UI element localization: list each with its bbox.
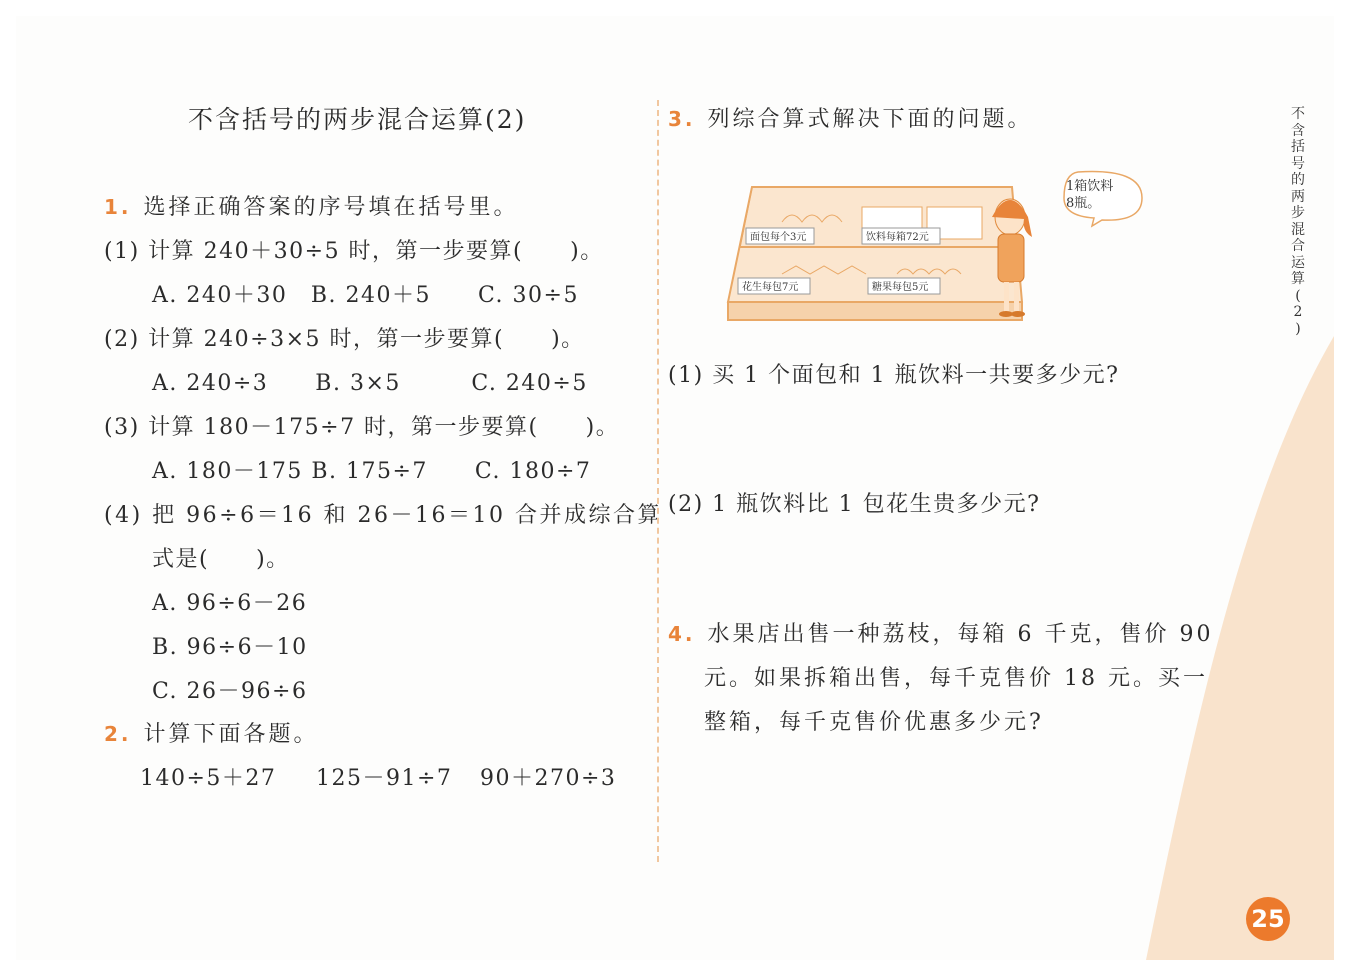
- column-divider: [657, 100, 659, 862]
- q3-subquestion-1: (1) 买 1 个面包和 1 瓶饮料一共要多少元?: [668, 363, 1120, 388]
- q1-option: C. 26－96÷6: [152, 679, 308, 704]
- question-4-number: 4.: [668, 622, 696, 646]
- side-char: 2: [1293, 304, 1303, 320]
- q1-item: (3) 计算 180－175÷7 时，第一步要算( )。: [104, 415, 620, 440]
- shop-illustration: [722, 162, 1152, 342]
- side-char: 的: [1291, 172, 1305, 188]
- side-char: 算: [1291, 271, 1305, 287]
- side-char: 含: [1291, 122, 1305, 139]
- question-4-line: 水果店出售一种荔枝，每箱 6 千克，售价 90: [707, 622, 1214, 647]
- question-1-heading: [104, 190, 519, 221]
- question-2-text: 计算下面各题。: [143, 722, 319, 747]
- price-tag: 面包每个3元: [750, 232, 807, 243]
- question-4-heading: [668, 617, 1214, 648]
- q2-expression: 140÷5＋27: [140, 766, 277, 791]
- q3-subquestion-2: (2) 1 瓶饮料比 1 包花生贵多少元?: [668, 492, 1041, 517]
- q1-options: A. 180－175 B. 175÷7 C. 180÷7: [152, 459, 592, 484]
- side-chapter-label: [1288, 106, 1308, 337]
- page-number-badge: 25: [1246, 897, 1290, 941]
- question-3-number: 3.: [668, 107, 696, 131]
- side-char: (: [1295, 287, 1301, 304]
- question-2-heading: [104, 717, 319, 748]
- q2-expression: 90＋270÷3: [480, 766, 617, 791]
- question-1-text: 选择正确答案的序号填在括号里。: [143, 195, 519, 220]
- side-char: 步: [1291, 205, 1305, 221]
- q1-option: B. 96÷6－10: [152, 635, 308, 660]
- price-tag: 糖果每包5元: [872, 282, 929, 293]
- side-char: 两: [1291, 188, 1305, 205]
- side-char: 不: [1291, 106, 1305, 122]
- question-2-number: 2.: [104, 722, 132, 746]
- q1-options: A. 240÷3 B. 3×5 C. 240÷5: [152, 371, 588, 396]
- question-1-number: 1.: [104, 195, 132, 219]
- q1-item: (2) 计算 240÷3×5 时，第一步要算( )。: [104, 327, 585, 352]
- question-3-text: 列综合算式解决下面的问题。: [707, 107, 1033, 132]
- speech-bubble-line: 1箱饮料: [1066, 179, 1114, 194]
- side-char: 括: [1291, 139, 1305, 155]
- side-char: 运: [1291, 254, 1305, 271]
- price-tag: 饮料每箱72元: [866, 232, 929, 243]
- side-char: 号: [1291, 155, 1305, 172]
- q1-item: (1) 计算 240＋30÷5 时，第一步要算( )。: [104, 239, 604, 264]
- question-4-line: 元。如果拆箱出售，每千克售价 18 元。买一: [704, 666, 1208, 691]
- price-tag: 花生每包7元: [742, 282, 799, 293]
- question-4-line: 整箱，每千克售价优惠多少元?: [704, 710, 1044, 735]
- q1-options: A. 240＋30 B. 240＋5 C. 30÷5: [152, 283, 579, 308]
- side-char: 混: [1291, 221, 1305, 238]
- q2-expression: 125－91÷7: [316, 766, 453, 791]
- speech-bubble-line: 8瓶。: [1066, 196, 1101, 211]
- side-char: 合: [1291, 238, 1305, 254]
- question-3-heading: [668, 102, 1033, 133]
- page-title: 不含括号的两步混合运算(2): [188, 105, 527, 134]
- q1-item: (4) 把 96÷6＝16 和 26－16＝10 合并成综合算: [104, 503, 663, 528]
- q1-option: A. 96÷6－26: [152, 591, 308, 616]
- side-char: ): [1295, 320, 1301, 337]
- q1-item-cont: 式是( )。: [152, 547, 290, 572]
